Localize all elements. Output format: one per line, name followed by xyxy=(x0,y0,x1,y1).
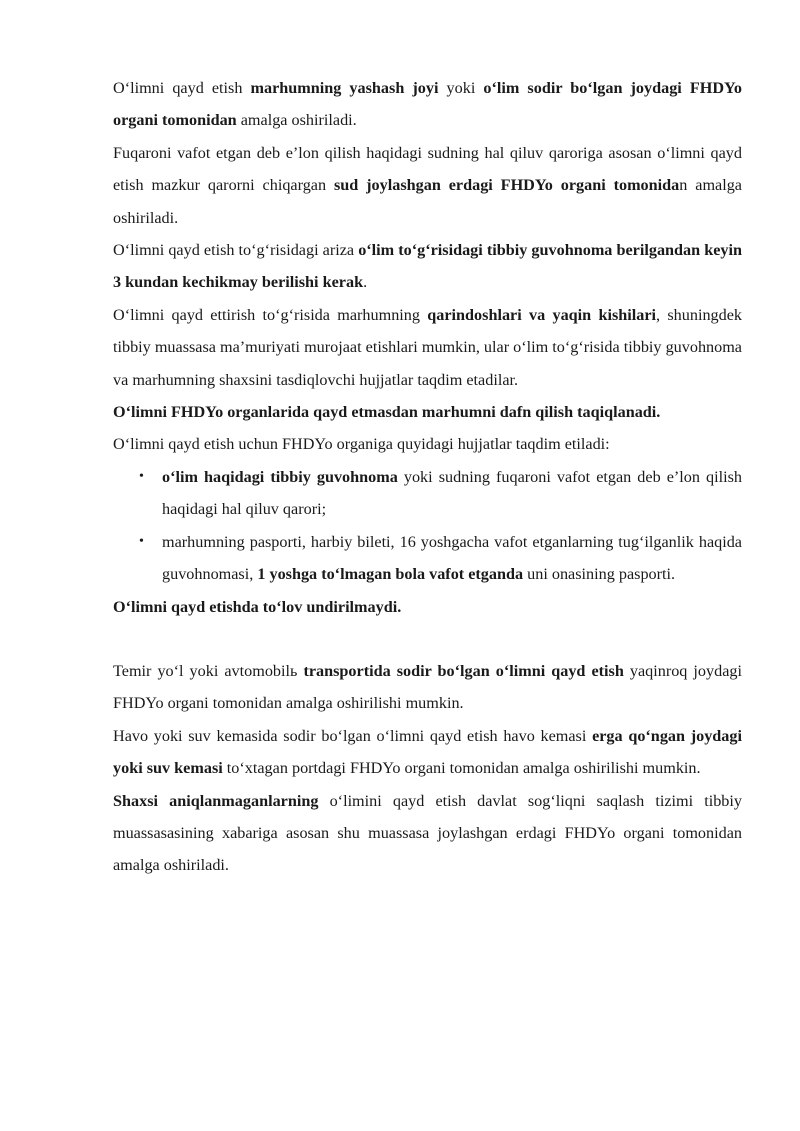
paragraph-gap xyxy=(113,623,742,655)
text-span: Temir yo‘l yoki avtomobilь xyxy=(113,661,304,680)
bold-span: 1 yoshga to‘lmagan bola vafot etganda xyxy=(257,565,524,584)
bold-span: qarindoshlari va yaqin kishilari xyxy=(427,305,657,324)
text-span: yoki sudning fuqaroni vafot etgan deb e’lon qilish haqidagi hal qiluv qarori; xyxy=(162,467,742,519)
bold-span: O‘limni qayd etishda to‘lov undirilmaydi. xyxy=(113,597,402,616)
bold-span: erga qo‘ngan joydagi yoki suv kemasi xyxy=(113,726,742,778)
list-item xyxy=(162,461,742,526)
paragraph-burial-prohibition xyxy=(113,396,742,428)
paragraph-documents-intro xyxy=(113,428,742,460)
bold-span: o‘lim haqidagi tibbiy guvohnoma xyxy=(162,467,398,486)
bold-span: sud joylashgan erdagi FHDYo organi tomonida xyxy=(333,176,680,195)
text-span: O‘limni qayd etish xyxy=(113,79,251,97)
text-span: yoki xyxy=(438,79,484,97)
text-span: Havo yoki suv kemasida sodir bo‘lgan o‘limni qayd etish havo kemasi xyxy=(113,726,593,745)
text-span: to‘xtagan portdagi FHDYo organi tomonidan amalga oshirilishi mumkin. xyxy=(222,759,701,778)
text-span: marhumning pasporti, harbiy bileti, 16 yoshgacha vafot etganlarning tug‘ilganlik haqida guvohnomasi, xyxy=(162,532,742,584)
text-span: n amalga oshiriladi. xyxy=(113,176,742,227)
text-span: o‘limini qayd etish davlat sog‘liqni saqlash tizimi tibbiy muassasasining xabariga asosan shu muassasa joylashgan erdagi FHDYo organi tomonidan amalga oshiriladi. xyxy=(113,791,742,875)
paragraph-court-decision xyxy=(113,137,742,234)
document-page xyxy=(113,72,742,882)
paragraph-application-deadline xyxy=(113,234,742,299)
paragraph-no-fee xyxy=(113,591,742,623)
paragraph-transport-death xyxy=(113,655,742,720)
text-span: O‘limni qayd ettirish to‘g‘risida marhumning xyxy=(113,305,428,324)
bold-span: o‘lim to‘g‘risidagi tibbiy guvohnoma berilgandan keyin 3 kundan kechikmay berilishi kerak xyxy=(113,241,743,292)
text-span: Fuqaroni vafot etgan deb e’lon qilish haqidagi sudning hal qiluv qaroriga asosan o‘limni qayd etish mazkur qarorni chiqargan xyxy=(113,143,742,195)
bold-span: Shaxsi aniqlanmaganlarning xyxy=(113,791,319,810)
text-span: O‘limni qayd etish to‘g‘risidagi ariza xyxy=(113,241,359,260)
paragraph-air-water-death xyxy=(113,720,742,785)
bold-span: O‘limni FHDYo organlarida qayd etmasdan marhumni dafn qilish taqiqlanadi. xyxy=(113,403,661,422)
bold-span: transportida sodir bo‘lgan o‘limni qayd etish xyxy=(303,661,624,680)
text-span: uni onasining pasporti. xyxy=(523,565,676,584)
text-span: , shuningdek tibbiy muassasa ma’muriyati murojaat etishlari mumkin, ular o‘lim to‘g‘risida tibbiy guvohnoma va marhumning shaxsini tasdiqlovchi hujjatlar taqdim etadilar. xyxy=(113,305,743,389)
bold-span: o‘lim sodir bo‘lgan joydagi FHDYo organi tomonidan xyxy=(113,79,743,130)
text-span: yaqinroq joydagi FHDYo organi tomonidan amalga oshirilishi mumkin. xyxy=(113,661,742,713)
text-span: . xyxy=(363,273,368,292)
documents-list xyxy=(113,461,742,591)
paragraph-applicants xyxy=(113,299,742,396)
list-item xyxy=(162,526,742,591)
paragraph-unidentified-persons xyxy=(113,785,742,882)
text-span: amalga oshiriladi. xyxy=(236,111,357,130)
paragraph-registration-place xyxy=(113,72,742,137)
bold-span: marhumning yashash joyi xyxy=(250,79,439,97)
text-span: O‘limni qayd etish uchun FHDYo organiga quyidagi hujjatlar taqdim etiladi: xyxy=(113,435,610,454)
